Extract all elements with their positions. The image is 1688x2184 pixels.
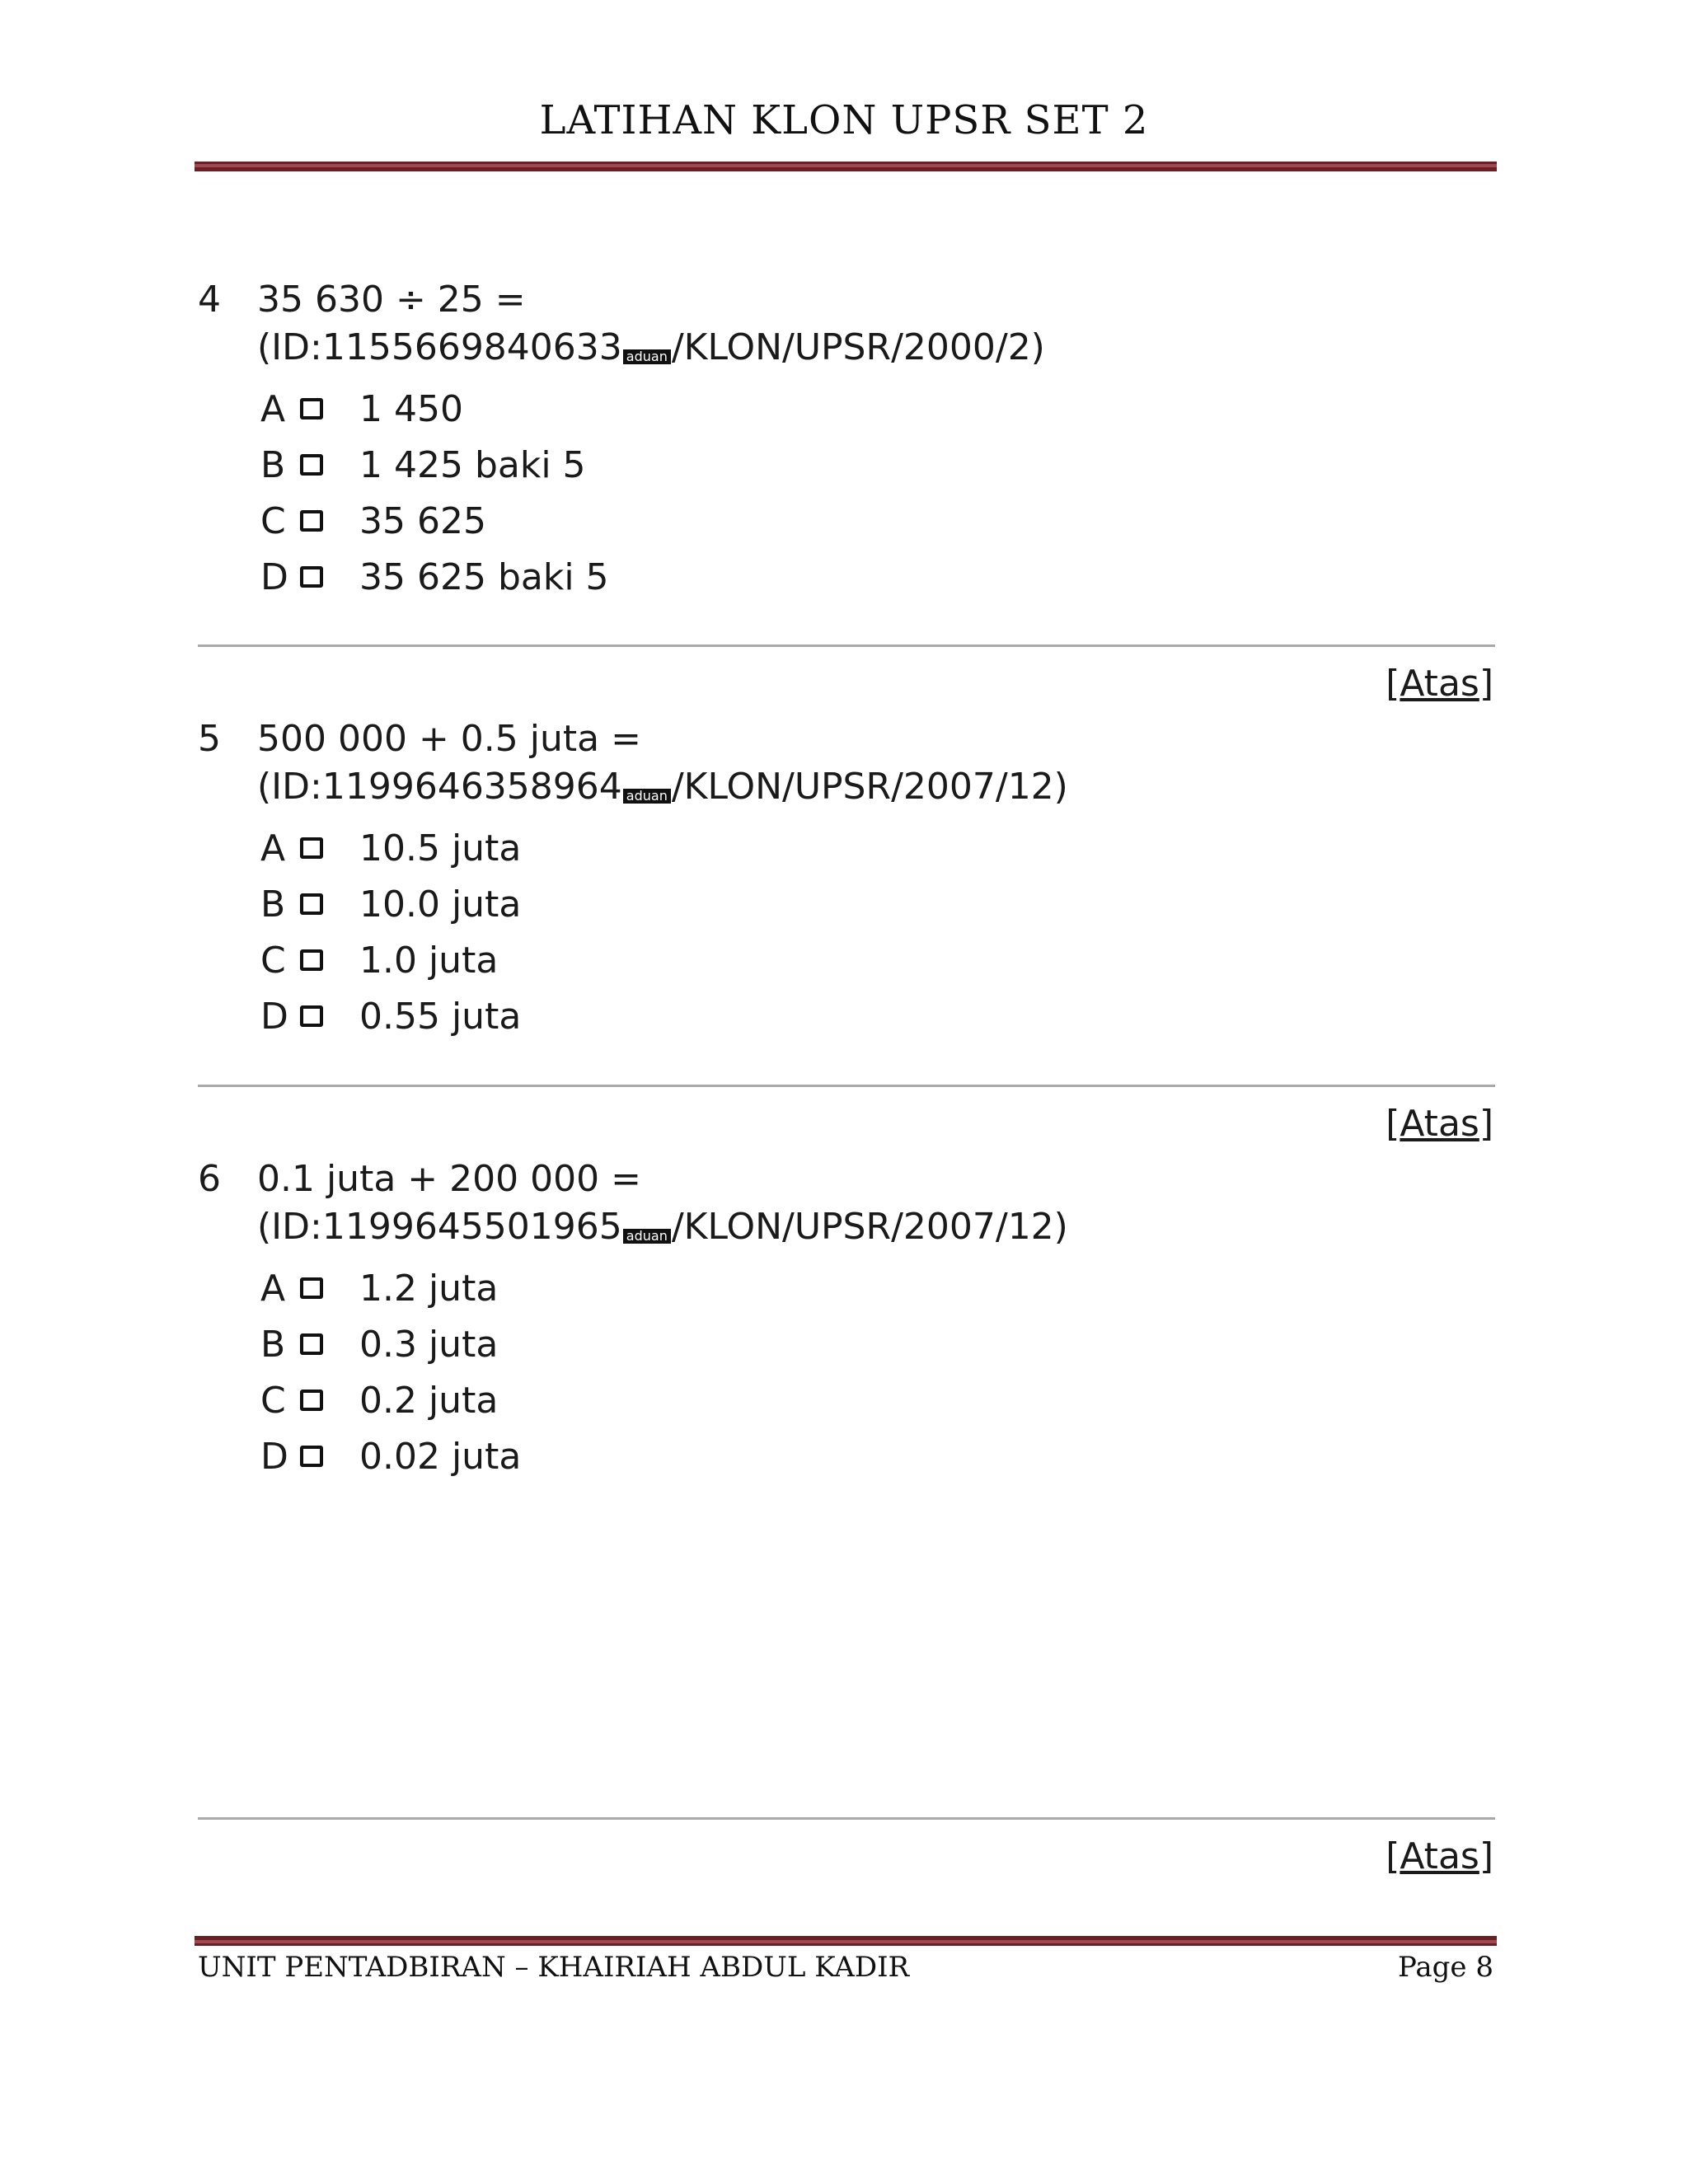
option-value: 35 625 — [359, 500, 486, 542]
option-letter: C — [260, 1380, 286, 1422]
option-checkbox[interactable] — [300, 1277, 323, 1299]
page-number: Page 8 — [1398, 1951, 1493, 1984]
option-b — [198, 1317, 1500, 1373]
option-checkbox[interactable] — [300, 893, 323, 915]
options-list — [198, 1261, 1500, 1485]
question-5 — [198, 715, 1500, 1045]
question-number: 5 — [198, 718, 221, 760]
option-value: 1 450 — [359, 388, 463, 430]
option-checkbox[interactable] — [300, 1005, 323, 1027]
option-value: 0.2 juta — [359, 1380, 499, 1422]
atas-link-label[interactable]: Atas — [1400, 663, 1479, 705]
question-id-suffix: /KLON/UPSR/2000/2) — [671, 326, 1045, 368]
option-value: 1.0 juta — [359, 940, 499, 982]
question-id-prefix: (ID:1155669840633 — [257, 326, 622, 368]
option-d — [198, 1429, 1500, 1485]
option-c — [198, 933, 1500, 989]
option-c — [198, 494, 1500, 550]
option-letter: C — [260, 500, 286, 542]
options-list — [198, 382, 1500, 606]
page-title: LATIHAN KLON UPSR SET 2 — [539, 97, 1149, 143]
question-number: 6 — [198, 1158, 221, 1200]
option-letter: B — [260, 444, 286, 486]
option-value: 0.3 juta — [359, 1324, 499, 1366]
option-checkbox[interactable] — [300, 1390, 323, 1411]
options-list — [198, 821, 1500, 1045]
option-checkbox[interactable] — [300, 1333, 323, 1355]
question-text: 0.1 juta + 200 000 = — [257, 1158, 641, 1200]
option-letter: C — [260, 940, 286, 982]
question-id — [257, 763, 1068, 811]
option-b — [198, 438, 1500, 494]
option-letter: A — [260, 827, 286, 869]
option-checkbox[interactable] — [300, 398, 323, 419]
option-letter: B — [260, 883, 286, 926]
option-a — [198, 1261, 1500, 1317]
option-checkbox[interactable] — [300, 566, 323, 588]
header-rule — [195, 162, 1497, 171]
atas-link-label[interactable]: Atas — [1400, 1103, 1479, 1145]
option-value: 35 625 baki 5 — [359, 556, 609, 598]
atas-link-label[interactable]: Atas — [1400, 1835, 1479, 1877]
option-value: 10.0 juta — [359, 883, 522, 926]
option-letter: B — [260, 1324, 286, 1366]
option-a — [198, 382, 1500, 438]
option-letter: D — [260, 996, 288, 1038]
footer-rule — [195, 1936, 1497, 1946]
atas-link[interactable]: [Atas] — [1386, 1103, 1493, 1145]
aduan-badge[interactable]: aduan — [623, 1229, 671, 1244]
question-text: 35 630 ÷ 25 = — [257, 279, 526, 321]
option-a — [198, 821, 1500, 877]
section-divider — [198, 644, 1495, 647]
question-4 — [198, 276, 1500, 606]
question-id-prefix: (ID:1199646358964 — [257, 766, 622, 808]
option-letter: A — [260, 1268, 286, 1310]
option-letter: A — [260, 388, 286, 430]
option-letter: D — [260, 556, 288, 598]
option-value: 10.5 juta — [359, 827, 522, 869]
question-id-suffix: /KLON/UPSR/2007/12) — [671, 766, 1068, 808]
option-d — [198, 550, 1500, 606]
option-checkbox[interactable] — [300, 454, 323, 476]
section-divider — [198, 1085, 1495, 1087]
question-id-suffix: /KLON/UPSR/2007/12) — [671, 1206, 1068, 1248]
question-text: 500 000 + 0.5 juta = — [257, 718, 641, 760]
aduan-badge[interactable]: aduan — [623, 789, 671, 804]
atas-link[interactable]: [Atas] — [1386, 663, 1493, 705]
option-value: 0.02 juta — [359, 1436, 522, 1478]
question-number: 4 — [198, 279, 221, 321]
option-value: 1 425 baki 5 — [359, 444, 586, 486]
question-id-prefix: (ID:1199645501965 — [257, 1206, 622, 1248]
option-c — [198, 1373, 1500, 1429]
question-id — [257, 324, 1045, 372]
option-value: 0.55 juta — [359, 996, 522, 1038]
question-6 — [198, 1155, 1500, 1485]
aduan-badge[interactable]: aduan — [623, 349, 671, 364]
option-b — [198, 877, 1500, 933]
question-id — [257, 1203, 1068, 1251]
option-d — [198, 989, 1500, 1045]
option-value: 1.2 juta — [359, 1268, 499, 1310]
option-checkbox[interactable] — [300, 1446, 323, 1467]
option-checkbox[interactable] — [300, 510, 323, 532]
section-divider — [198, 1817, 1495, 1820]
option-letter: D — [260, 1436, 288, 1478]
footer-author: UNIT PENTADBIRAN – KHAIRIAH ABDUL KADIR — [198, 1951, 910, 1984]
atas-link[interactable]: [Atas] — [1386, 1835, 1493, 1877]
option-checkbox[interactable] — [300, 949, 323, 971]
option-checkbox[interactable] — [300, 837, 323, 859]
